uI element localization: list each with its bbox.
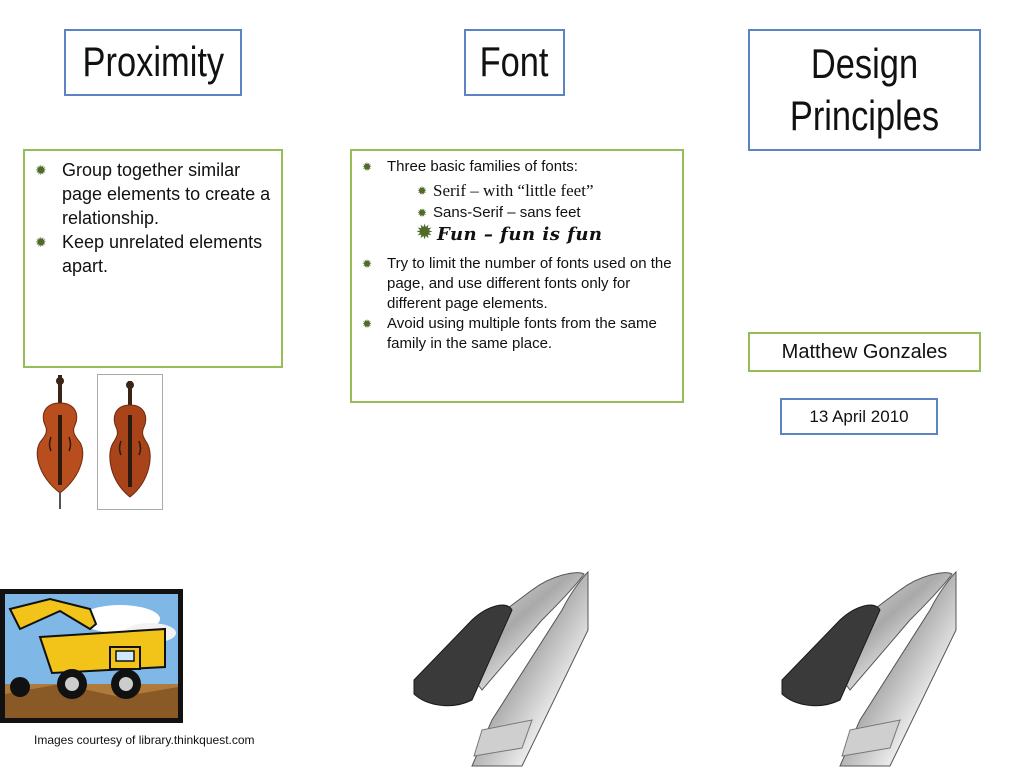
date-box <box>780 398 938 435</box>
bullet-star-icon: ✹ <box>417 206 428 220</box>
cello-image <box>25 375 95 511</box>
font-family-sans-serif: ✹ Sans-Serif – sans feet <box>417 202 674 223</box>
bullet-star-icon: ✹ <box>362 257 373 271</box>
violin-image <box>98 375 162 509</box>
proximity-content-box <box>23 149 283 368</box>
list-item: ✹ Three basic families of fonts: <box>362 158 578 175</box>
bullet-star-icon: ✹ <box>417 222 433 243</box>
font-bullet-list-2 <box>362 254 674 354</box>
bullet-star-icon: ✹ <box>362 317 373 331</box>
author-box <box>748 332 981 372</box>
list-item: ✹ Keep unrelated elements apart. <box>35 232 263 276</box>
image-credit-caption: Images courtesy of library.thinkquest.com <box>34 733 255 747</box>
design-title-box <box>748 29 981 151</box>
font-bullet-list <box>362 157 674 177</box>
violin-frame <box>97 374 163 510</box>
stapler-image <box>780 570 958 768</box>
font-family-serif: ✹ Serif – with “little feet” <box>417 179 674 202</box>
font-family-list <box>362 179 674 247</box>
list-item: ✹ Try to limit the number of fonts used on the page, and use different fonts only for different page elements. <box>362 255 672 312</box>
presentation-date: 13 April 2010 <box>809 406 909 426</box>
bullet-star-icon: ✹ <box>35 234 47 250</box>
design-title: Design Principles <box>789 39 940 139</box>
font-family-fun: ✹ Fun – fun is fun <box>417 222 603 245</box>
bullet-star-icon: ✹ <box>417 184 428 198</box>
bullet-star-icon: ✹ <box>35 162 47 178</box>
font-title-box <box>464 29 565 96</box>
proximity-bullet-list <box>35 158 273 278</box>
list-item: ✹ Group together similar page elements to create a relationship. <box>35 160 271 228</box>
font-content-box <box>350 149 684 403</box>
bullet-star-icon: ✹ <box>362 160 373 174</box>
proximity-title: Proximity <box>82 38 224 86</box>
font-title: Font <box>480 38 549 86</box>
stapler-image <box>412 570 590 768</box>
proximity-title-box <box>64 29 242 96</box>
list-item: ✹ Avoid using multiple fonts from the same family in the same place. <box>362 315 657 352</box>
dump-truck-image <box>0 589 183 723</box>
author-name: Matthew Gonzales <box>781 340 948 363</box>
